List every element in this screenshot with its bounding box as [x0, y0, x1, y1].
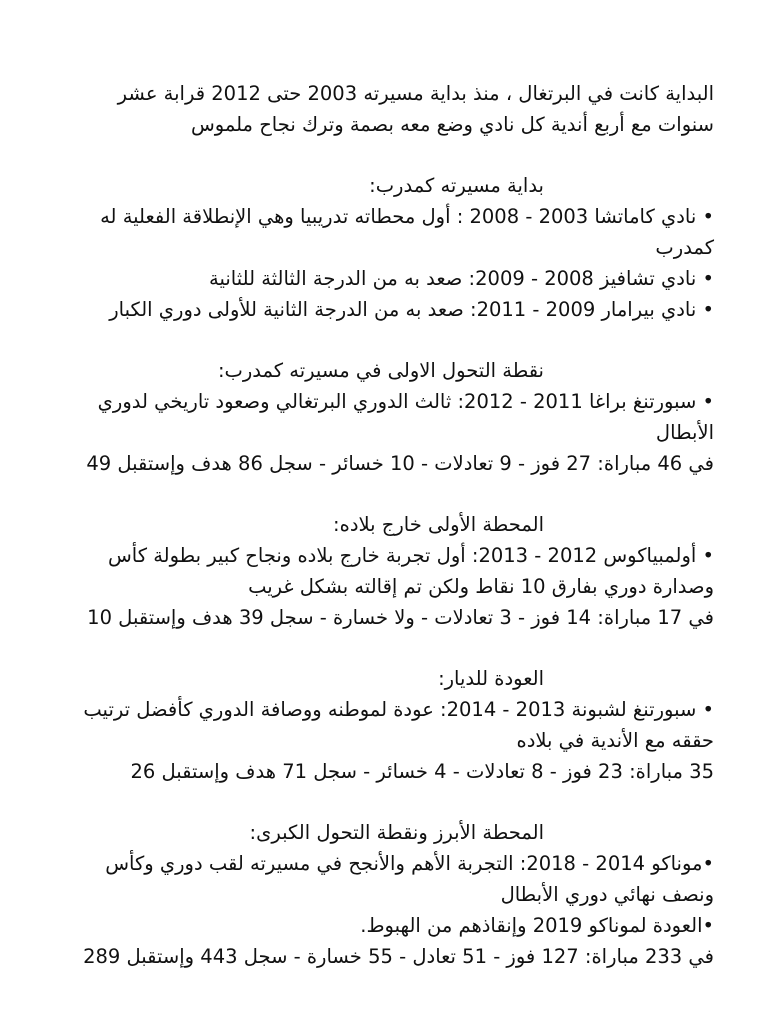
list-item: • نادي بيرامار 2009 - 2011: صعد به من الدرجة الثانية للأولى دوري الكبار: [109, 298, 714, 321]
section-start-coaching: [70, 170, 714, 325]
section-return-home: [70, 663, 714, 787]
list-item: • نادي كاماتشا 2003 - 2008 : أول محطاته تدريبيا وهي الإنطلاقة الفعلية له كمدرب: [100, 205, 714, 259]
section-biggest-turning-point: [70, 817, 714, 972]
list-item: •العودة لموناكو 2019 وإنقاذهم من الهبوط.: [360, 914, 714, 937]
section-heading: نقطة التحول الاولى في مسيرته كمدرب:: [217, 359, 544, 382]
list-item: • أولمبياكوس 2012 - 2013: أول تجربة خارج بلاده ونجاح كبير بطولة كأس وصدارة دوري بفارق 10 نقاط ولكن تم إقالته بشكل غريب: [107, 544, 714, 598]
stats-line: في 46 مباراة: 27 فوز - 9 تعادلات - 10 خسائر - سجل 86 هدف وإستقبل 49: [86, 452, 714, 475]
section-heading: المحطة الأولى خارج بلاده:: [333, 513, 544, 536]
list-item: • سبورتنغ براغا 2011 - 2012: ثالث الدوري البرتغالي وصعود تاريخي لدوري الأبطال: [97, 390, 714, 444]
intro-paragraph: البداية كانت في البرتغال ، منذ بداية مسيرته 2003 حتى 2012 قرابة عشر سنوات مع أربع أندية كل نادي وضع معه بصمة وترك نجاح ملموس: [117, 82, 714, 136]
stats-line: في 17 مباراة: 14 فوز - 3 تعادلات - ولا خسارة - سجل 39 هدف وإستقبل 10: [87, 606, 714, 629]
section-first-abroad: [70, 509, 714, 633]
list-item: • نادي تشافيز 2008 - 2009: صعد به من الدرجة الثالثة للثانية: [209, 267, 714, 290]
list-item: • سبورتنغ لشبونة 2013 - 2014: عودة لموطنه ووصافة الدوري كأفضل ترتيب حققه مع الأندية في بلاده: [83, 698, 714, 752]
section-heading: بداية مسيرته كمدرب:: [369, 174, 544, 197]
stats-line: في 233 مباراة: 127 فوز - 51 تعادل - 55 خسارة - سجل 443 وإستقبل 289: [83, 945, 714, 968]
section-first-turning-point: [70, 355, 714, 479]
document-body: [70, 78, 714, 972]
stats-line: 35 مباراة: 23 فوز - 8 تعادلات - 4 خسائر - سجل 71 هدف وإستقبل 26: [130, 760, 714, 783]
section-heading: المحطة الأبرز ونقطة التحول الكبرى:: [249, 821, 544, 844]
section-heading: العودة للديار:: [438, 667, 544, 690]
list-item: •موناكو 2014 - 2018: التجربة الأهم والأنجح في مسيرته لقب دوري وكأس ونصف نهائي دوري الأبطال: [105, 852, 714, 906]
